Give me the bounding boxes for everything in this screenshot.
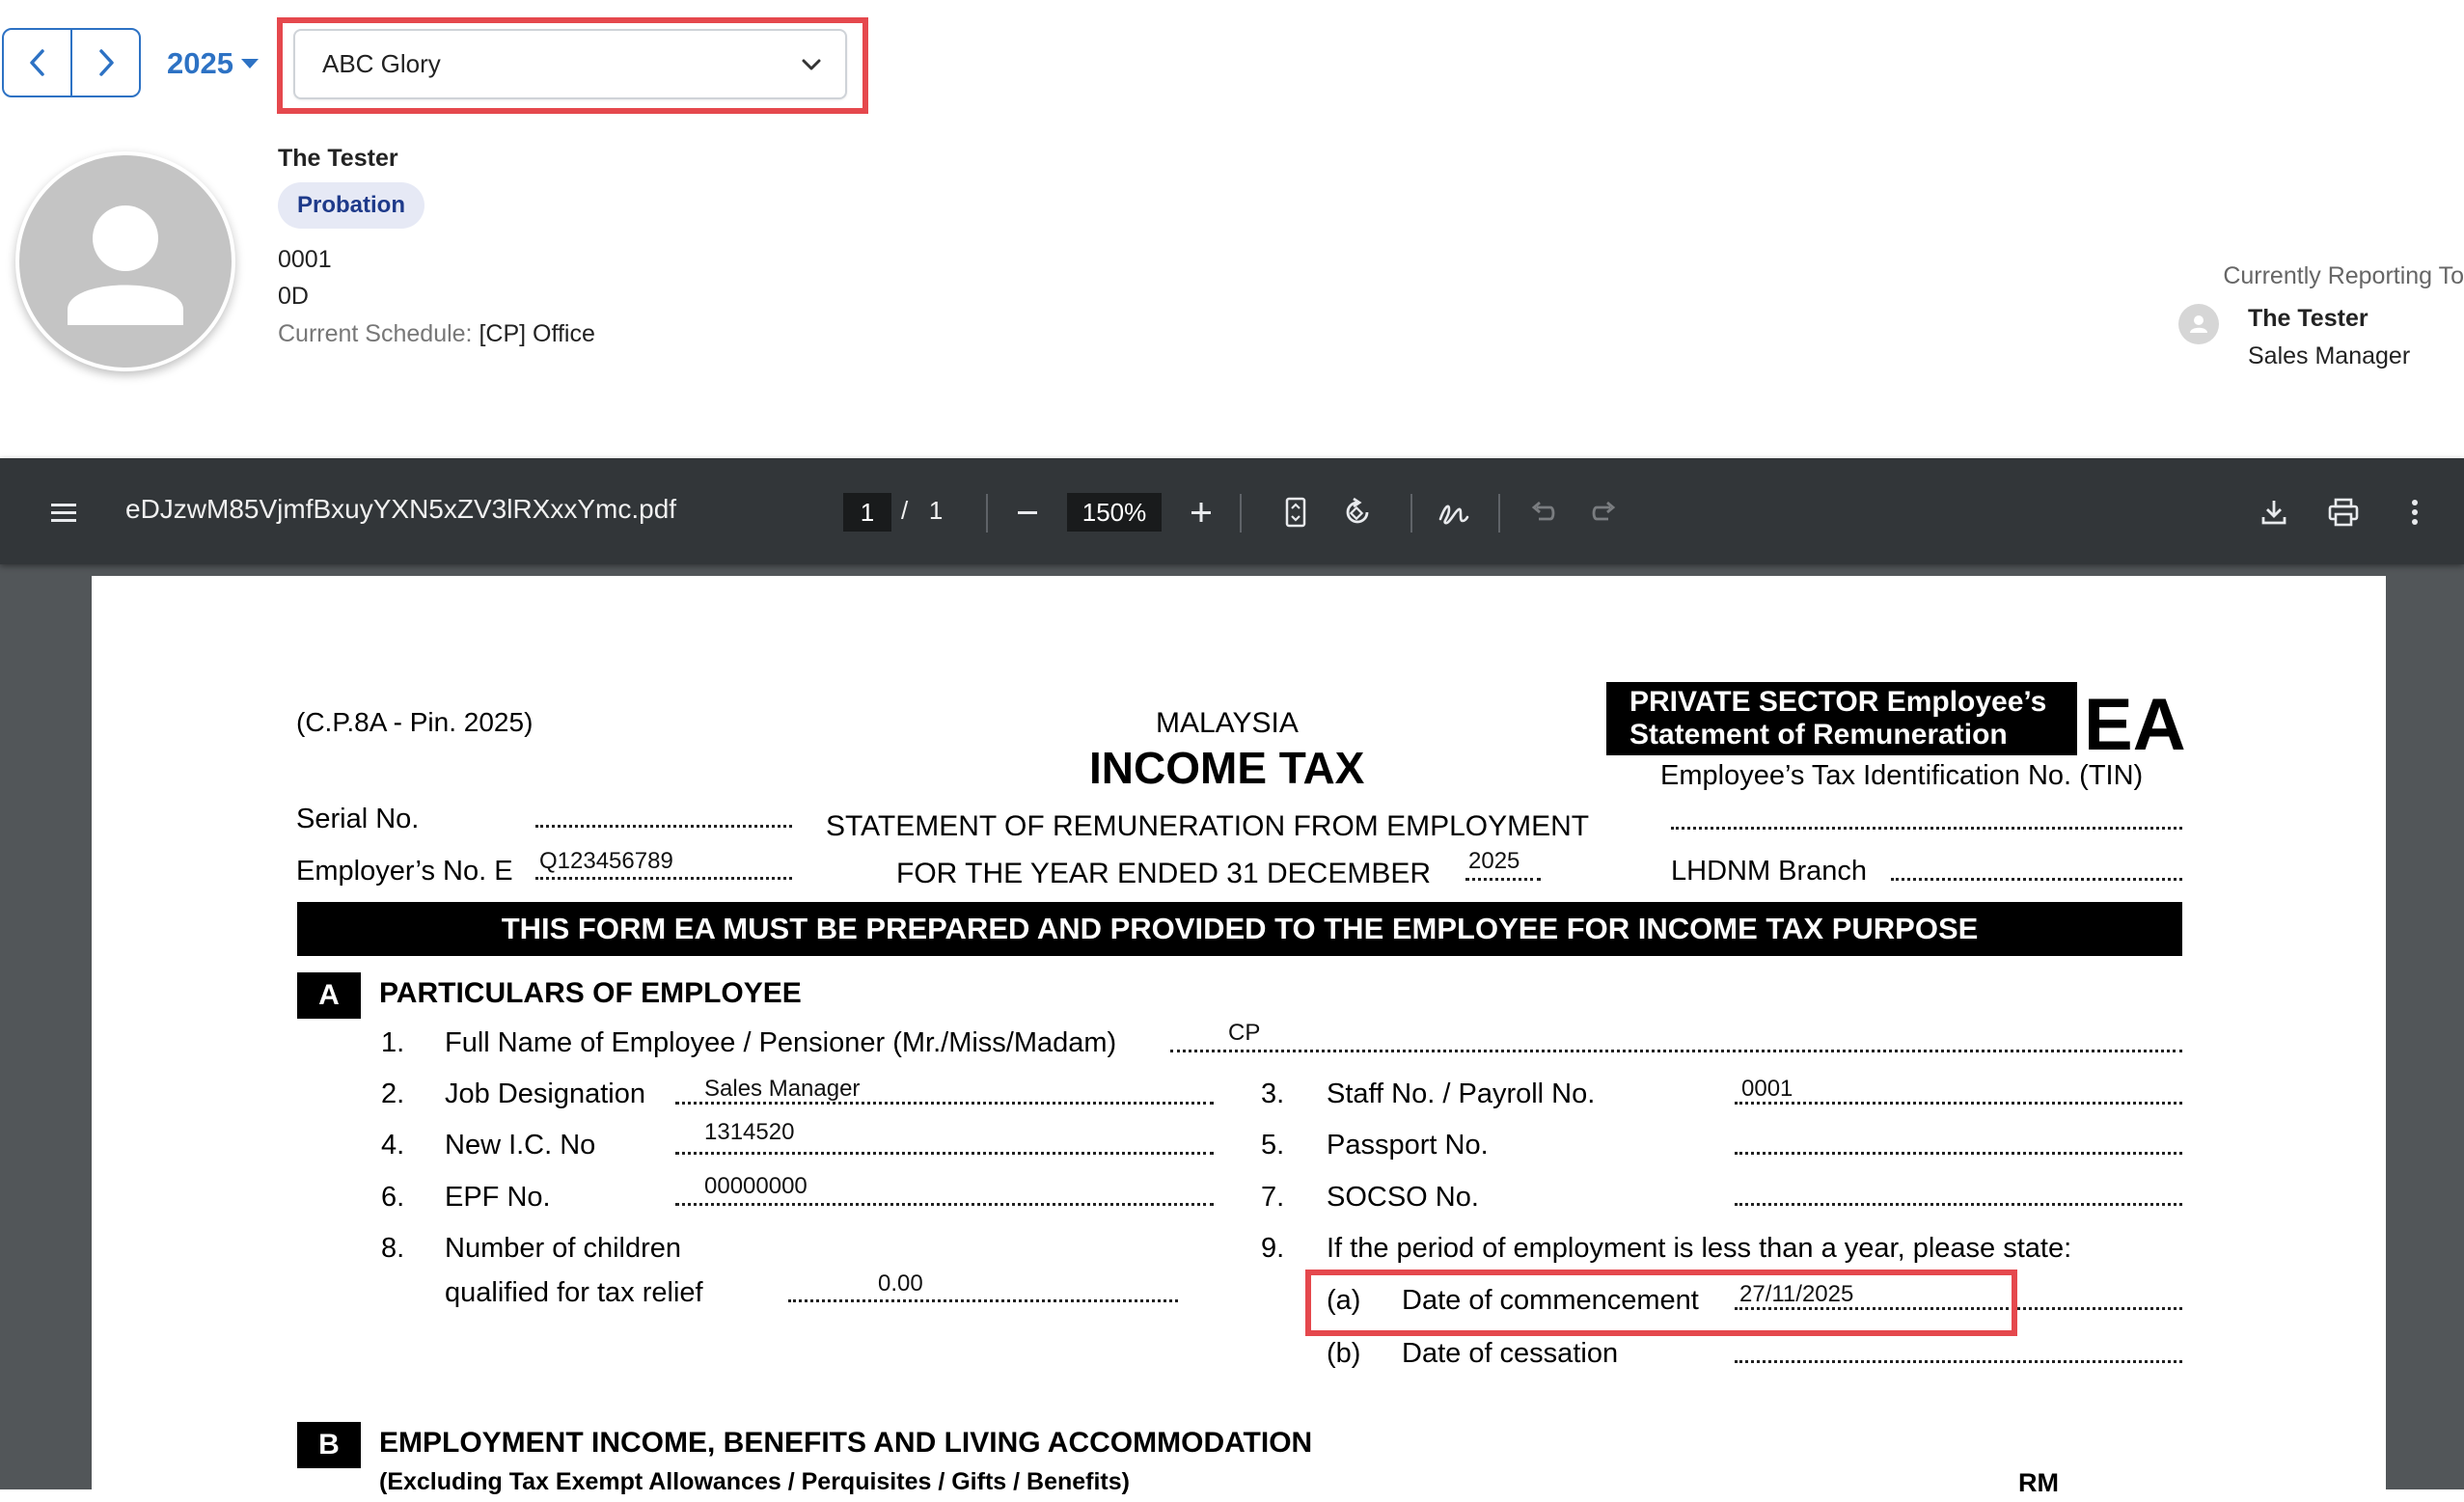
print-icon[interactable] <box>2321 490 2366 534</box>
employer-no-value: Q123456789 <box>539 848 673 874</box>
year-value: 2025 <box>1468 848 1520 874</box>
toolbar-divider <box>1498 494 1500 533</box>
commencement-label: Date of commencement <box>1402 1285 1699 1316</box>
cessation-label: Date of cessation <box>1402 1338 1619 1369</box>
epf-field <box>675 1203 1214 1206</box>
chevron-left-icon <box>27 48 48 77</box>
staff-field <box>1735 1102 2182 1105</box>
serial-field <box>535 825 792 828</box>
employee-id: 0001 <box>278 246 332 273</box>
job-label: Job Designation <box>445 1079 645 1109</box>
menu-icon[interactable] <box>41 490 86 534</box>
passport-field <box>1735 1152 2182 1155</box>
company-select-value: ABC Glory <box>322 49 441 78</box>
cessation-field <box>1735 1360 2182 1363</box>
branch-label: LHDNM Branch <box>1671 856 1868 887</box>
item-6-number: 6. <box>381 1182 405 1213</box>
section-b-subtitle: (Excluding Tax Exempt Allowances / Perquisites / Gifts / Benefits) <box>379 1468 1130 1495</box>
item-9-number: 9. <box>1261 1233 1285 1264</box>
full-name-value: CP <box>1228 1020 1261 1046</box>
ic-value: 1314520 <box>704 1119 795 1145</box>
toolbar-divider <box>986 494 988 533</box>
download-icon[interactable] <box>2252 490 2296 534</box>
job-value: Sales Manager <box>704 1076 861 1102</box>
item-1-number: 1. <box>381 1027 405 1058</box>
socso-label: SOCSO No. <box>1327 1182 1479 1213</box>
period-label: If the period of employment is less than a year, please state: <box>1327 1233 2072 1264</box>
toolbar-divider <box>1240 494 1242 533</box>
tin-field <box>1671 827 2182 830</box>
year-nav-group <box>2 28 141 97</box>
chevron-down-icon <box>801 58 822 71</box>
reporting-avatar[interactable] <box>2178 304 2219 344</box>
sector-line1: PRIVATE SECTOR Employee’s <box>1629 686 2047 718</box>
commencement-highlight <box>1305 1270 2017 1336</box>
section-b-letter: B <box>297 1422 361 1468</box>
staff-value: 0001 <box>1741 1076 1793 1102</box>
rm-column-header: RM <box>2018 1468 2059 1497</box>
item-8-number: 8. <box>381 1233 405 1264</box>
page-number-input[interactable]: 1 <box>843 493 891 532</box>
page-separator: / <box>901 496 909 525</box>
zoom-level-input[interactable]: 150% <box>1067 493 1162 532</box>
children-label-line1: Number of children <box>445 1233 681 1264</box>
total-pages: 1 <box>928 496 944 525</box>
children-value: 0.00 <box>878 1270 923 1297</box>
item-9a-label: (a) <box>1327 1285 1361 1316</box>
form-title: INCOME TAX <box>1089 743 1365 793</box>
reporting-title: Currently Reporting To <box>2223 262 2464 289</box>
form-code-ea: EA <box>2084 684 2186 766</box>
undo-icon[interactable] <box>1520 490 1565 534</box>
children-label-line2: qualified for tax relief <box>445 1277 703 1308</box>
redo-icon[interactable] <box>1582 490 1627 534</box>
item-4-number: 4. <box>381 1130 405 1161</box>
year-label: 2025 <box>167 46 233 80</box>
chevron-right-icon <box>96 48 117 77</box>
employee-info-line: 0D <box>278 283 309 310</box>
fit-page-icon[interactable] <box>1273 490 1318 534</box>
avatar <box>15 151 235 371</box>
passport-label: Passport No. <box>1327 1130 1489 1161</box>
user-icon <box>19 155 232 368</box>
full-name-field <box>1170 1050 2182 1052</box>
page-count <box>901 496 943 526</box>
schedule-label: Current Schedule: <box>278 320 473 347</box>
sector-line2: Statement of Remuneration <box>1629 719 2008 751</box>
epf-value: 00000000 <box>704 1173 808 1199</box>
statement-line2: FOR THE YEAR ENDED 31 DECEMBER <box>896 858 1432 889</box>
ic-label: New I.C. No <box>445 1130 596 1161</box>
pdf-filename: eDJzwM85VjmfBxuyYXN5xZV3lRXxxYmc.pdf <box>125 494 677 524</box>
ic-field <box>675 1152 1214 1155</box>
item-7-number: 7. <box>1261 1182 1285 1213</box>
toolbar-divider <box>1410 494 1412 533</box>
reporting-role: Sales Manager <box>2248 342 2411 369</box>
status-badge: Probation <box>278 182 424 229</box>
form-banner: THIS FORM EA MUST BE PREPARED AND PROVIDED TO THE EMPLOYEE FOR INCOME TAX PURPOSE <box>297 902 2182 956</box>
schedule-value: [CP] Office <box>479 320 595 347</box>
statement-line1: STATEMENT OF REMUNERATION FROM EMPLOYMENT <box>826 810 1590 842</box>
job-field <box>675 1102 1214 1105</box>
commencement-value: 27/11/2025 <box>1739 1281 1854 1307</box>
previous-year-button[interactable] <box>4 30 70 96</box>
full-name-label: Full Name of Employee / Pensioner (Mr./Miss/Madam) <box>445 1027 1117 1058</box>
staff-label: Staff No. / Payroll No. <box>1327 1079 1596 1109</box>
form-reference: (C.P.8A - Pin. 2025) <box>296 707 534 737</box>
item-5-number: 5. <box>1261 1130 1285 1161</box>
sector-box <box>1606 682 2077 755</box>
employer-no-field <box>535 877 792 880</box>
item-2-number: 2. <box>381 1079 405 1109</box>
section-a-letter: A <box>297 972 361 1019</box>
pdf-page <box>92 576 2386 1502</box>
year-dropdown[interactable] <box>167 42 259 85</box>
user-icon <box>2184 310 2213 339</box>
current-schedule <box>278 320 595 348</box>
epf-label: EPF No. <box>445 1182 551 1213</box>
item-3-number: 3. <box>1261 1079 1285 1109</box>
tin-label: Employee’s Tax Identification No. (TIN) <box>1660 760 2144 791</box>
section-a-title: PARTICULARS OF EMPLOYEE <box>379 977 802 1009</box>
rotate-icon[interactable] <box>1335 490 1380 534</box>
caret-down-icon <box>241 59 259 68</box>
annotate-icon[interactable] <box>1432 490 1476 534</box>
reporting-name: The Tester <box>2248 305 2368 332</box>
employee-name: The Tester <box>278 145 398 172</box>
branch-field <box>1891 878 2182 881</box>
zoom-out-icon[interactable] <box>1005 490 1050 534</box>
company-select[interactable] <box>293 29 847 99</box>
section-b-title: EMPLOYMENT INCOME, BENEFITS AND LIVING ACCOMMODATION <box>379 1427 1313 1459</box>
children-field <box>788 1299 1178 1302</box>
next-year-button[interactable] <box>70 30 139 96</box>
item-9b-label: (b) <box>1327 1338 1361 1369</box>
more-icon[interactable] <box>2393 490 2437 534</box>
socso-field <box>1735 1203 2182 1206</box>
form-country: MALAYSIA <box>1156 707 1299 739</box>
employer-no-label: Employer’s No. E <box>296 856 513 887</box>
zoom-in-icon[interactable] <box>1179 490 1223 534</box>
serial-label: Serial No. <box>296 804 420 834</box>
year-field <box>1465 878 1541 881</box>
